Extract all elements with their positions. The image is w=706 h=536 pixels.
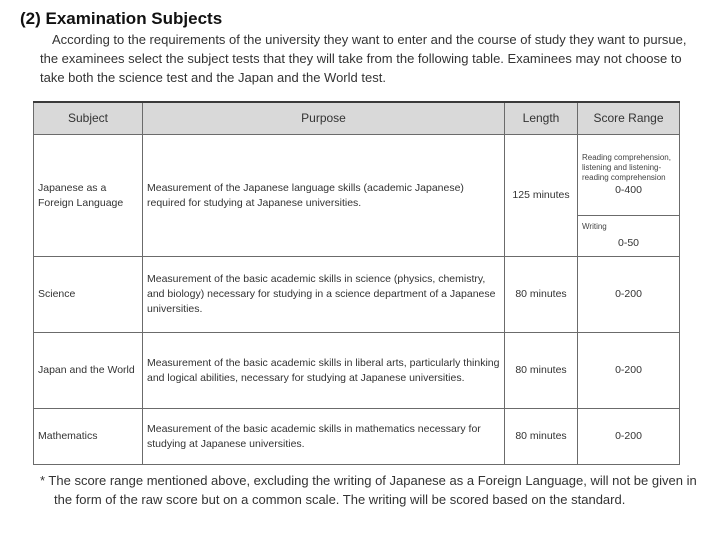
table-row	[34, 333, 680, 409]
header-length: Length	[505, 102, 578, 135]
length-cell: 125 minutes	[505, 135, 578, 257]
examination-subjects-table	[33, 101, 680, 465]
purpose-cell: Measurement of the Japanese language skills (academic Japanese) required for studying at Japanese universities.	[143, 135, 505, 257]
intro-paragraph	[40, 30, 690, 87]
header-score-range: Score Range	[578, 102, 680, 135]
purpose-cell: Measurement of the basic academic skills in science (physics, chemistry, and biology) necessary for studying in a science department of a Japanese universities.	[143, 257, 505, 333]
footnote: * The score range mentioned above, excluding the writing of Japanese as a Foreign Language, will not be given in the form of the raw score but on a common scale. The writing will be scored based on the standard.	[40, 473, 697, 507]
table-row	[34, 409, 680, 465]
header-purpose: Purpose	[143, 102, 505, 135]
header-subject: Subject	[34, 102, 143, 135]
score-reading-value: 0-400	[615, 183, 642, 196]
table-row	[34, 135, 680, 216]
intro-text: According to the requirements of the university they want to enter and the course of study they want to pursue, the examinees select the subject tests that they will take from the following table. Examinees may not choose to take both the science test and the Japan and the World test.	[40, 32, 687, 85]
subject-cell: Japan and the World	[34, 333, 143, 409]
score-cell: 0-200	[578, 257, 680, 333]
purpose-cell: Measurement of the basic academic skills in mathematics necessary for studying at Japanese universities.	[143, 409, 505, 465]
length-cell: 80 minutes	[505, 333, 578, 409]
purpose-cell: Measurement of the basic academic skills in liberal arts, particularly thinking and logical abilities, necessary for studying at Japanese universities.	[143, 333, 505, 409]
length-cell: 80 minutes	[505, 257, 578, 333]
length-cell: 80 minutes	[505, 409, 578, 465]
subject-cell: Science	[34, 257, 143, 333]
subject-cell: Mathematics	[34, 409, 143, 465]
score-writing-value: 0-50	[617, 236, 639, 249]
score-reading-label: Reading comprehension, listening and listening-reading comprehension	[582, 152, 671, 182]
score-writing-label: Writing	[582, 221, 607, 231]
table-row	[34, 257, 680, 333]
section-heading: (2) Examination Subjects	[20, 9, 223, 28]
score-writing-cell	[578, 216, 680, 257]
score-cell: 0-200	[578, 333, 680, 409]
table-header-row	[34, 102, 680, 135]
score-cell: 0-200	[578, 409, 680, 465]
subject-cell: Japanese as a Foreign Language	[34, 135, 143, 257]
score-reading-cell	[578, 135, 680, 216]
